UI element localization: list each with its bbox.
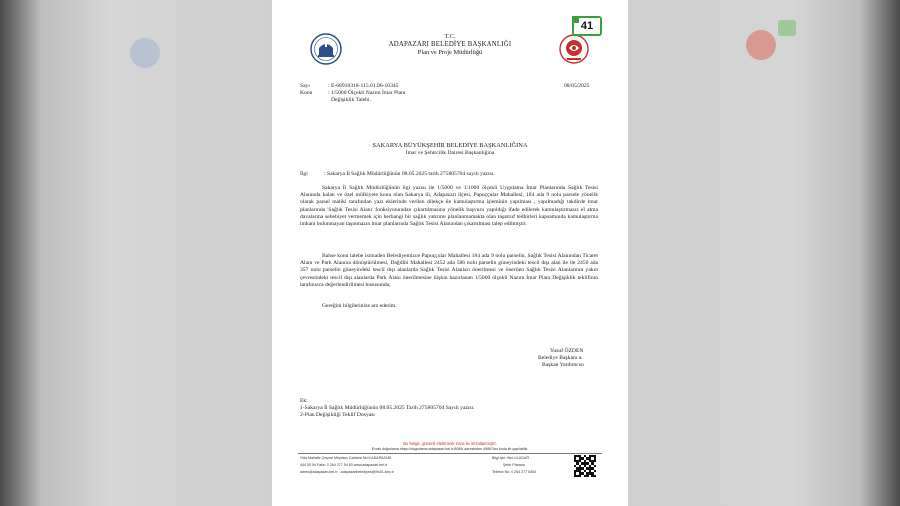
- blurred-badge-right: [778, 20, 796, 36]
- footer-esignature-notice: Bu belge, güvenli elektronik imza ile imzalanmıştır.: [403, 441, 497, 446]
- page-number: 41: [580, 20, 594, 32]
- konu-value-line2: Değişiklik Talebi.: [331, 97, 371, 103]
- footer-verification: Evrak doğrulama https://dogrulama.adapazari.bel.tr:8085/ adresinden 49867ksr koda ile yapılabilir.: [371, 447, 529, 451]
- footer-address: Orta Mahalle Çeşme Meydanı Caddesi No:9 ADAPAZARI: [300, 456, 392, 460]
- page-number-badge: [572, 16, 602, 36]
- recipient-line1: SAKARYA BÜYÜKŞEHİR BELEDİYE BAŞKANLIĞINA: [372, 142, 528, 149]
- blurred-logo-right: [746, 30, 776, 60]
- document-date: 08/05/2025: [564, 83, 590, 89]
- footer-phone: 444 50 54 Faks: 0 264 277 54 63 www.adapazari.bel.tr: [300, 463, 388, 467]
- attachments-label: Ek:: [300, 398, 308, 404]
- paragraph-2: Bahse konu talebe istinaden Belediyemizce Papuççular Mahallesi 184 ada 9 nolu parselin, Sağlık Tesisi Alanından Ticaret Alanı ve Park Alanına dönüştürülmesi, Dağdibi Mahallesi 2452 ada 586 nolu parselin güneyindeki tescil dışı alan ile ile 2450 ada 357 nolu parselin güneyindeki tescil dışı alanlarda Sağlık Tesisi Alanları önerilmesi ve önerilen Sağlık Tesisi Alanlarının yakın çevresindeki tescil dışı alanlarda Park Alanı önerilmesine ilişkin hazırlanan 1/5000 ölçekli Nazım İmar Planı Değişiklik teklifinin tarafınızca değerlendirilmesi hususunda;: [300, 253, 598, 288]
- header-department: Plan ve Proje Müdürlüğü: [417, 49, 483, 56]
- header-tc: T.C.: [444, 33, 456, 40]
- footer-email: adres@adapazari.bel.tr - adapazaribelediyesi@hs01.kep.tr: [300, 470, 394, 474]
- document-page: [272, 0, 628, 506]
- attachment-item-1: 1-Sakarya İl Sağlık Müdürlüğünün 08.05.2025 Tarih 275805704 Sayılı yazısı.: [300, 405, 475, 411]
- sakarya-seal-logo-icon: [558, 33, 590, 65]
- blurred-background-right: [628, 0, 900, 506]
- signature-name: Yusuf ÖZDEN: [550, 348, 584, 354]
- konu-value-line1: : 1/5000 Ölçekli Nazım İmar Planı: [328, 90, 406, 96]
- footer-divider: [298, 453, 602, 454]
- recipient-line2: İmar ve Şehircilik Dairesi Başkanlığına: [405, 150, 495, 156]
- konu-label: Konu: [300, 90, 313, 96]
- blurred-logo-left: [130, 38, 160, 68]
- attachment-item-2: 2-Plan Değişikliği Teklif Dosyası: [300, 412, 375, 418]
- paragraph-3: Gereğini bilgilerinize arz ederim.: [322, 303, 397, 309]
- footer-info-contact: Bilgi için: İlter ULUDAĞ: [492, 456, 530, 460]
- blurred-background-left: [0, 0, 272, 506]
- footer-info-role: Şehir Plancısı: [503, 463, 526, 467]
- ilgi-label: İlgi: [300, 171, 308, 177]
- paragraph-1: Sakarya İl Sağlık Müdürlüğünün ilgi yazısı ile 1/5000 ve 1/1000 ölçekli Uygulama İmar Planlarında Sağlık Tesisi Alanında kalan ve özel mülkiyete konu olan Sakarya ili, Adapazarı ilçesi, Papuççular Mahallesi, 184 ada 9 nolu parsele yönelik olarak parsel maliki tarafından yazı eklerinde verilen dilekçe ile kamulaştırma işleminin yapılması , yapılmadığı takdirde imar planlarında 'Sağlık Tesisi Alanı' fonksiyonundan çıkartılmasına yönelik başvuru yapıldığı ifade edilerek kamulaştırmasız el atma davalarına sebebiyet vermemek için herhangi bir sağlık yatırımı planlanmamakta olan taşarruf tedbirleri kapsamında kamulaştırma imkanı bulunmayan taşınmazın imar planlarında Sağlık Tesisi Alanından çıkartılması talep edilmiştir.: [300, 185, 598, 228]
- ilgi-text: : Sakarya İl Sağlık Müdürlüğünün 08.05.2025 tarih 275805704 sayılı yazısı.: [324, 171, 495, 177]
- signature-title1: Belediye Başkanı a.: [538, 355, 583, 361]
- sayi-value: : E-68918318-115.01.06-10345: [328, 83, 399, 89]
- header-organization: ADAPAZARI BELEDİYE BAŞKANLIĞI: [388, 41, 512, 48]
- verification-qr-code-icon: [574, 455, 596, 477]
- sayi-label: Sayı: [300, 83, 310, 89]
- footer-info-phone: Telefon No: 0 264 277 5463: [492, 470, 537, 474]
- signature-title2: Başkan Yardımcısı: [542, 362, 584, 368]
